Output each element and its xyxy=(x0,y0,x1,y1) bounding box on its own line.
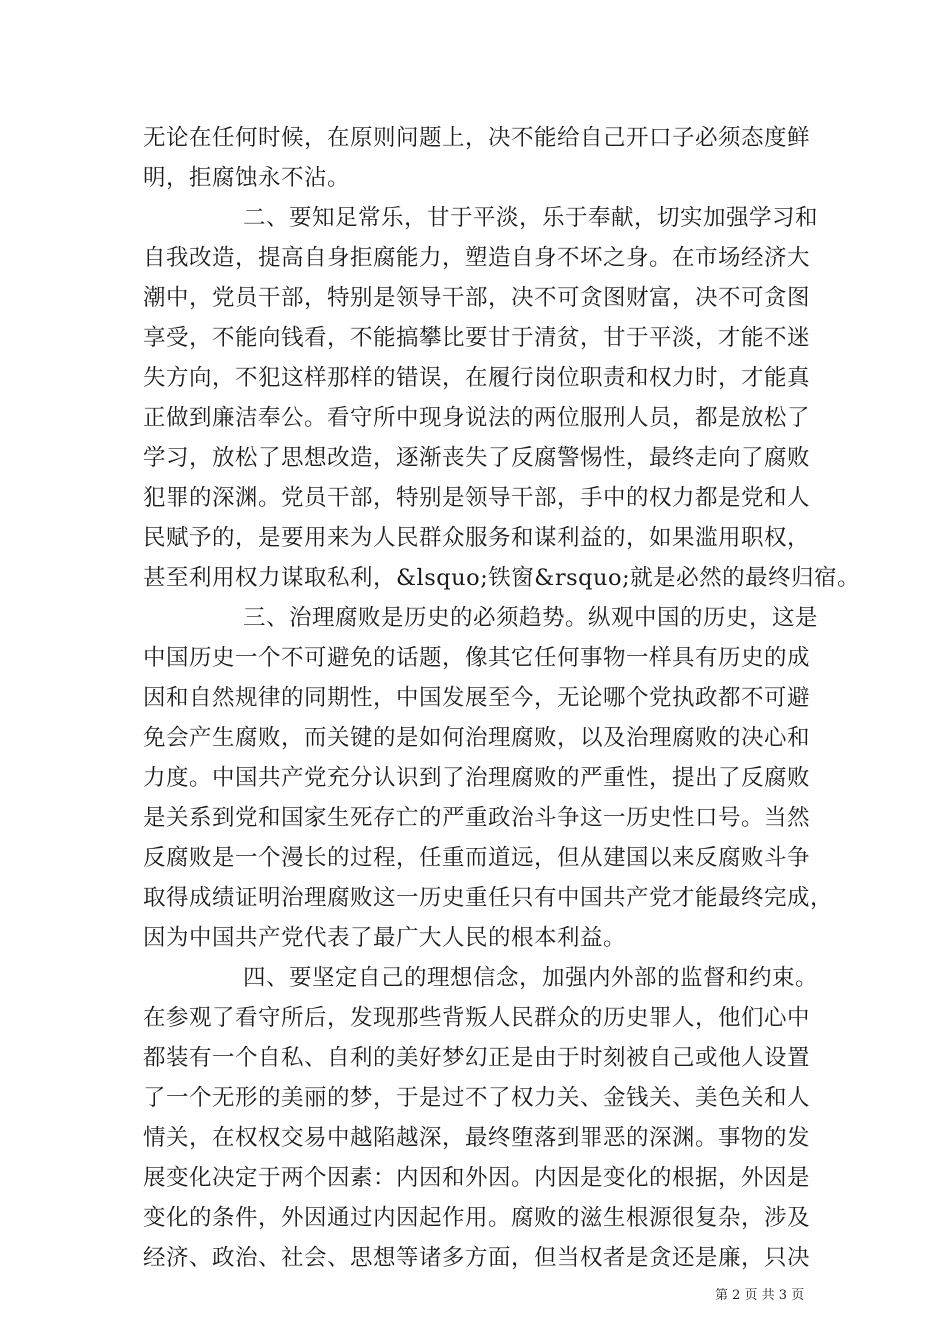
text-line: 免会产生腐败，而关键的是如何治理腐败，以及治理腐败的决心和 xyxy=(143,725,811,751)
text-line: 情关，在权权交易中越陷越深，最终堕落到罪恶的深渊。事物的发 xyxy=(143,1125,811,1151)
text-line: 享受，不能向钱看，不能搞攀比要甘于清贫，甘于平淡，才能不迷 xyxy=(143,325,811,351)
text-line: 了一个无形的美丽的梦，于是过不了权力关、金钱关、美色关和人 xyxy=(143,1085,811,1111)
text-line: 自我改造，提高自身拒腐能力，塑造自身不坏之身。在市场经济大 xyxy=(143,245,811,271)
text-line: 正做到廉洁奉公。看守所中现身说法的两位服刑人员，都是放松了 xyxy=(143,405,811,431)
text-line: 反腐败是一个漫长的过程，任重而道远，但从建国以来反腐败斗争 xyxy=(143,845,811,871)
text-line: 犯罪的深渊。党员干部，特别是领导干部，手中的权力都是党和人 xyxy=(143,485,811,511)
text-line: 都装有一个自私、自利的美好梦幻正是由于时刻被自己或他人设置 xyxy=(143,1045,811,1071)
text-line: 学习，放松了思想改造，逐渐丧失了反腐警惕性，最终走向了腐败 xyxy=(143,445,811,471)
page-number-footer: 第 2 页 共 3 页 xyxy=(715,1288,805,1303)
text-line: 因和自然规律的同期性，中国发展至今，无论哪个党执政都不可避 xyxy=(143,685,811,711)
paragraph-start-line: 二、要知足常乐，甘于平淡，乐于奉献，切实加强学习和 xyxy=(243,205,819,231)
text-line: 取得成绩证明治理腐败这一历史重任只有中国共产党才能最终完成， xyxy=(143,885,834,911)
text-line: 变化的条件，外因通过内因起作用。腐败的滋生根源很复杂，涉及 xyxy=(143,1205,811,1231)
text-line: 中国历史一个不可避免的话题，像其它任何事物一样具有历史的成 xyxy=(143,645,811,671)
text-line: 明，拒腐蚀永不沾。 xyxy=(143,165,351,191)
text-line: 经济、政治、社会、思想等诸多方面，但当权者是贪还是廉，只决 xyxy=(143,1245,811,1271)
text-line: 展变化决定于两个因素：内因和外因。内因是变化的根据，外因是 xyxy=(143,1165,811,1191)
text-line: 失方向，不犯这样那样的错误，在履行岗位职责和权力时，才能真 xyxy=(143,365,811,391)
text-line: 民赋予的，是要用来为人民群众服务和谋利益的，如果滥用职权， xyxy=(143,525,811,551)
text-line: 甚至利用权力谋取私利，&lsquo;铁窗&rsquo;就是必然的最终归宿。 xyxy=(143,565,861,591)
paragraph-start-line: 四、要坚定自己的理想信念，加强内外部的监督和约束。 xyxy=(243,965,819,991)
text-line: 因为中国共产党代表了最广大人民的根本利益。 xyxy=(143,925,627,951)
text-line: 潮中，党员干部，特别是领导干部，决不可贪图财富，决不可贪图 xyxy=(143,285,811,311)
text-line: 是关系到党和国家生死存亡的严重政治斗争这一历史性口号。当然 xyxy=(143,805,811,831)
text-line: 无论在任何时候，在原则问题上，决不能给自己开口子必须态度鲜 xyxy=(143,125,811,151)
text-line: 力度。中国共产党充分认识到了治理腐败的严重性，提出了反腐败 xyxy=(143,765,811,791)
text-line: 在参观了看守所后，发现那些背叛人民群众的历史罪人，他们心中 xyxy=(143,1005,811,1031)
paragraph-start-line: 三、治理腐败是历史的必须趋势。纵观中国的历史，这是 xyxy=(243,605,819,631)
